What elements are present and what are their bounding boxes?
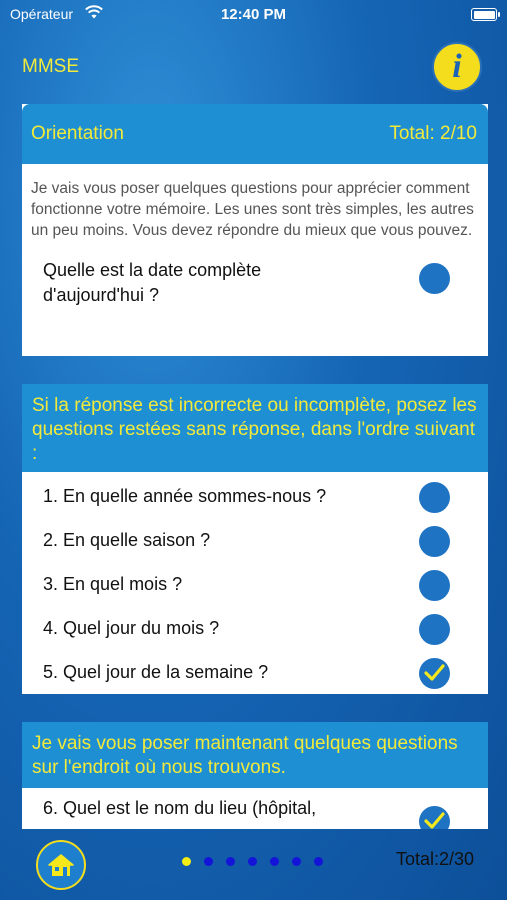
follow-up-answer-radio[interactable]	[419, 482, 450, 513]
follow-up-question-row[interactable]	[22, 564, 488, 608]
page-dot[interactable]	[314, 857, 323, 866]
page-dot[interactable]	[226, 857, 235, 866]
carrier-label: Opérateur	[10, 6, 74, 22]
place-answer-radio[interactable]	[419, 806, 450, 829]
overall-total: Total:2/30	[395, 849, 474, 869]
page-dot[interactable]	[204, 857, 213, 866]
question-row-place[interactable]	[22, 788, 488, 829]
app-title: MMSE	[22, 56, 79, 77]
follow-up-question-row[interactable]	[22, 652, 488, 696]
questionnaire-scroll[interactable]	[22, 104, 488, 829]
place-card	[22, 722, 488, 829]
follow-up-question-row[interactable]	[22, 608, 488, 652]
follow-up-card	[22, 384, 488, 694]
question-row-date[interactable]	[22, 260, 488, 320]
follow-up-question-text: 2. En quelle saison ?	[43, 530, 211, 550]
place-instruction: Je vais vous poser maintenant quelques questions sur l'endroit où nous trouvons.	[22, 722, 488, 788]
follow-up-answer-radio[interactable]	[419, 658, 450, 689]
info-button[interactable]	[432, 42, 482, 92]
orientation-header	[22, 104, 488, 164]
page-dot[interactable]	[182, 857, 191, 866]
page-indicator[interactable]	[182, 857, 323, 866]
intro-text: Je vais vous poser quelques questions pour apprécier comment fonctionne votre mémoire. Les unes sont très simples, les autres un peu moins. Vous devez répondre du mieux que vous pouvez.	[31, 180, 474, 239]
page-dot[interactable]	[292, 857, 301, 866]
question-place-text: 6. Quel est le nom du lieu (hôpital,	[43, 798, 317, 818]
status-bar	[0, 0, 507, 30]
info-icon: i	[452, 48, 462, 85]
follow-up-question-text: 1. En quelle année sommes-nous ?	[43, 486, 327, 506]
checkmark-icon	[424, 812, 445, 829]
bottom-bar	[0, 829, 507, 900]
battery-icon	[471, 8, 497, 21]
checkmark-icon	[424, 664, 445, 682]
follow-up-question-text: 4. Quel jour du mois ?	[43, 618, 220, 638]
follow-up-question-row[interactable]	[22, 476, 488, 520]
home-button[interactable]	[36, 840, 86, 890]
question-date-text: Quelle est la date complète d'aujourd'hui ?	[43, 260, 262, 305]
date-answer-radio[interactable]	[419, 263, 450, 294]
page-dot[interactable]	[270, 857, 279, 866]
follow-up-question-row[interactable]	[22, 520, 488, 564]
follow-up-instruction: Si la réponse est incorrecte ou incomplète, posez les questions restées sans réponse, dans l'ordre suivant :	[22, 384, 488, 472]
section-total: Total: 2/10	[389, 123, 477, 144]
follow-up-list	[22, 472, 488, 696]
home-icon	[46, 852, 76, 878]
follow-up-answer-radio[interactable]	[419, 614, 450, 645]
follow-up-answer-radio[interactable]	[419, 570, 450, 601]
page-dot[interactable]	[248, 857, 257, 866]
section-title: Orientation	[31, 123, 124, 144]
orientation-card	[22, 104, 488, 356]
follow-up-question-text: 3. En quel mois ?	[43, 574, 183, 594]
clock: 12:40 PM	[220, 6, 287, 23]
follow-up-question-text: 5. Quel jour de la semaine ?	[43, 662, 269, 682]
follow-up-answer-radio[interactable]	[419, 526, 450, 557]
